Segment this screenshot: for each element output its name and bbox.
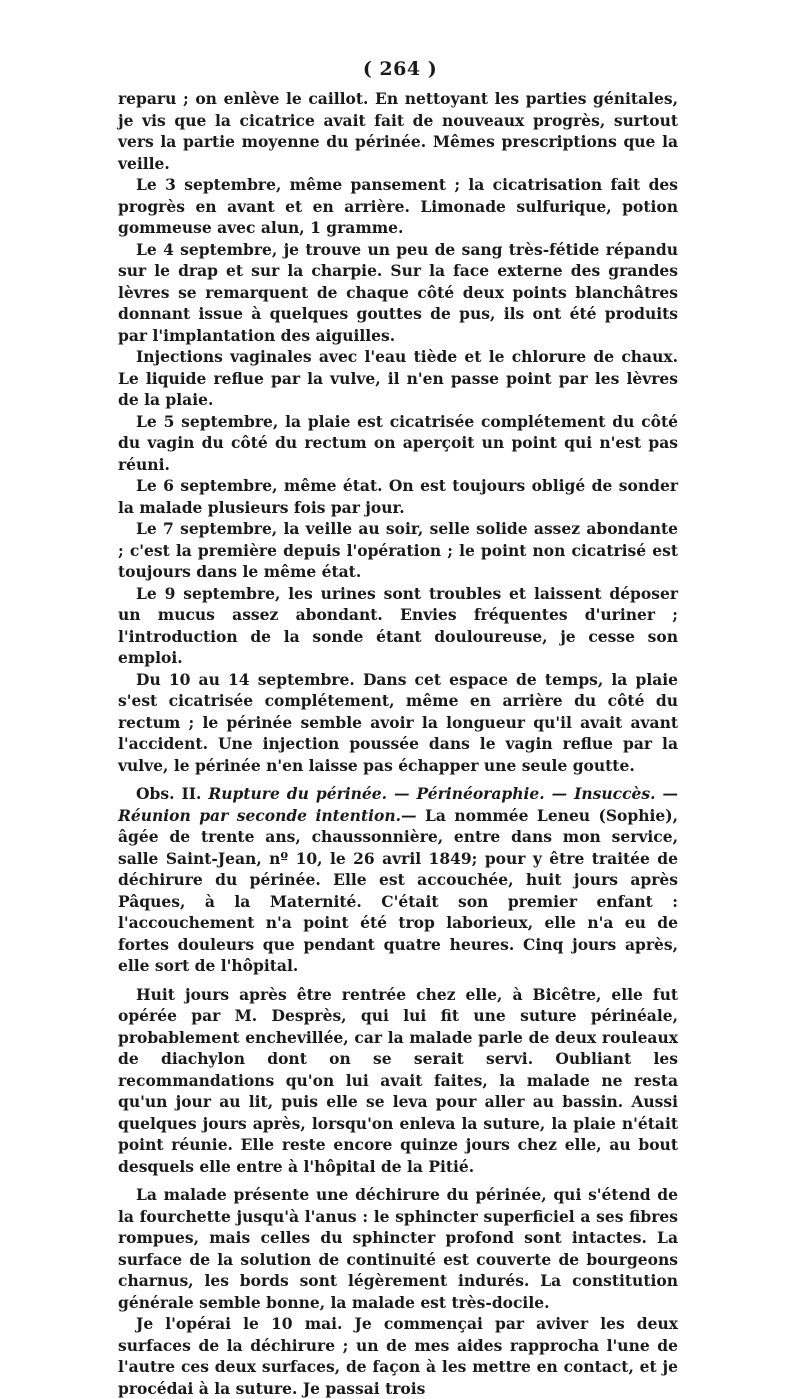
paragraph: Le 4 septembre, je trouve un peu de sang très-fétide répandu sur le drap et sur la charpie. Sur la face externe des grandes lèvres se remarquent de chaque côté deux points blanchâtres donnant issue à quelques gouttes de pus, ils ont été produits par l'implantation des aiguilles. [118,239,678,345]
observation-paragraph [118,783,678,977]
paragraph: Le 7 septembre, la veille au soir, selle solide assez abondante ; c'est la première depuis l'opération ; le point non cicatrisé est toujours dans le même état. [118,519,678,581]
paragraph: Huit jours après être rentrée chez elle, à Bicêtre, elle fut opérée par M. Desprès, qui lui fit une suture périnéale, probablement enchevillée, car la malade parle de deux rouleaux de diachylon dont on se serait servi. Oubliant les recommandations qu'on lui avait faites, la malade ne resta qu'un jour au lit, puis elle se leva pour aller au bassin. Aussi quelques jours après, lorsqu'on enleva la suture, la plaie n'était point réunie. Elle reste encore quinze jours chez elle, au bout desquels elle entre à l'hôpital de la Pitié. [118,984,678,1176]
paragraph: Le 6 septembre, même état. On est toujours obligé de sonder la malade plusieurs fois par jour. [118,476,678,517]
paragraph: Le 3 septembre, même pansement ; la cicatrisation fait des progrès en avant et en arrière. Limonade sulfurique, potion gommeuse avec alun, 1 gramme. [118,175,678,237]
observation-label: Obs. II. [136,784,202,803]
paragraph-continuation: reparu ; on enlève le caillot. En nettoyant les parties génitales, je vis que la cicatrice avait fait de nouveaux progrès, surtout vers la partie moyenne du périnée. Mêmes prescriptions que la veille. [118,89,678,173]
paragraph: La malade présente une déchirure du périnée, qui s'étend de la fourchette jusqu'à l'anus : le sphincter superficiel a ses fibres rompues, mais celles du sphincter profond sont intactes. La surface de la solution de continuité est couverte de bourgeons charnus, les bords sont légèrement indurés. La constitution générale semble bonne, la malade est très-docile. [118,1185,678,1312]
paragraph: Je l'opérai le 10 mai. Je commençai par aviver les deux surfaces de la déchirure ; un de mes aides rapprocha l'une de l'autre ces deux surfaces, de façon à les mettre en contact, et je procédai à la suture. Je passai trois [118,1314,678,1398]
observation-title: Rupture du périnée. — Périnéoraphie. — Insuccès. — Réunion par seconde intention.— [118,784,678,825]
paragraph: Le 5 septembre, la plaie est cicatrisée complétement du côté du vagin du côté du rectum on aperçoit un point qui n'est pas réuni. [118,411,678,474]
page-body [118,88,678,1399]
observation-text: La nommée Leneu (Sophie), âgée de trente ans, chaussonnière, entre dans mon service, salle Saint-Jean, nº 10, le 26 avril 1849; pour y être traitée de déchirure du périnée. Elle est accouchée, huit jours après Pâques, à la Maternité. C'était son premier enfant : l'accouchement n'a point été trop laborieux, elle n'a eu de fortes douleurs que pendant quatre heures. Cinq jours après, elle sort de l'hôpital. [118,805,678,975]
paragraph: Le 9 septembre, les urines sont troubles et laissent déposer un mucus assez abondant. Envies fréquentes d'uriner ; l'introduction de la sonde étant douloureuse, je cesse son emploi. [118,583,678,667]
paragraph: Du 10 au 14 septembre. Dans cet espace de temps, la plaie s'est cicatrisée complétement, même en arrière du côté du rectum ; le périnée semble avoir la longueur qu'il avait avant l'accident. Une injection poussée dans le vagin reflue par la vulve, le périnée n'en laisse pas échapper une seule goutte. [118,669,678,775]
paragraph: Injections vaginales avec l'eau tiède et le chlorure de chaux. Le liquide reflue par la vulve, il n'en passe point par les lèvres de la plaie. [118,347,678,409]
page-number: ( 264 ) [362,58,438,80]
